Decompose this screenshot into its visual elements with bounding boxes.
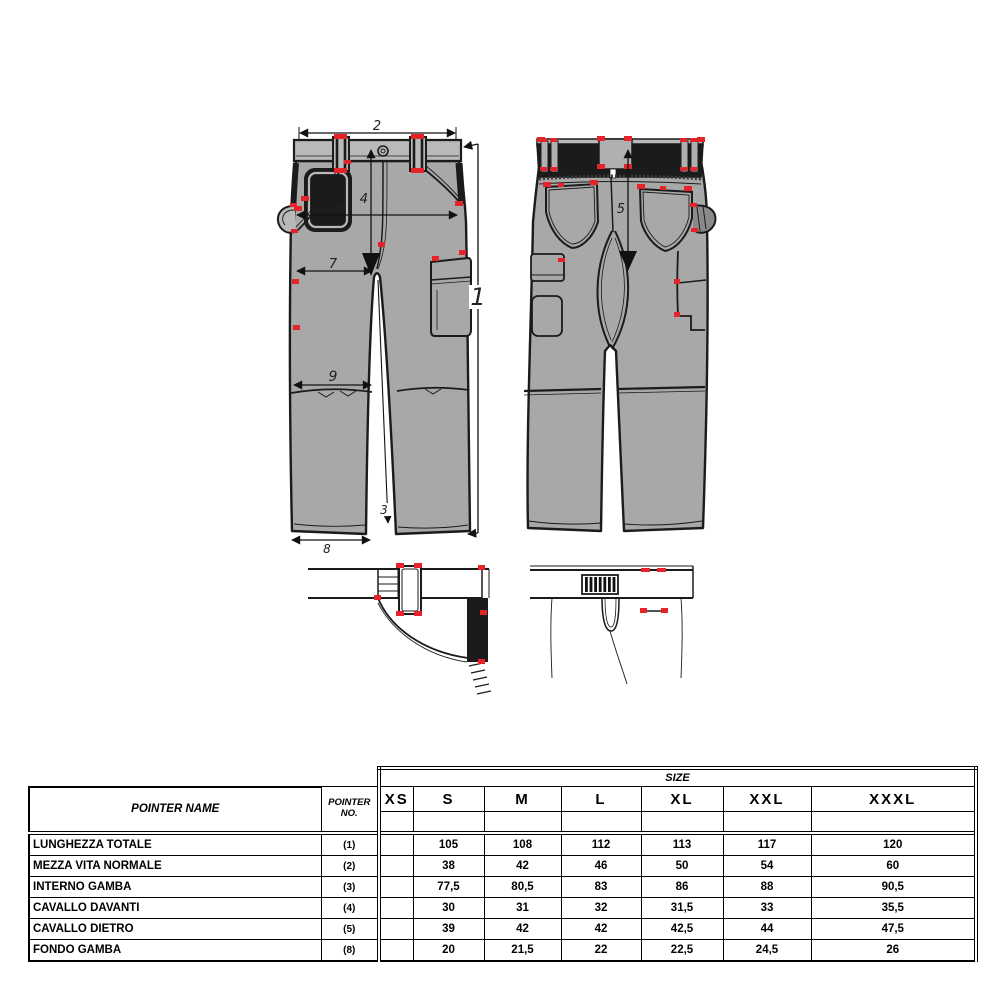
- pointer-name-cell: CAVALLO DAVANTI: [29, 898, 321, 919]
- pointer-label-3: 3: [380, 503, 388, 517]
- value-cell: 80,5: [484, 877, 561, 898]
- size-header-row: [29, 768, 976, 787]
- value-cell: 42: [561, 919, 641, 940]
- value-cell: 26: [811, 940, 976, 962]
- value-cell: 77,5: [413, 877, 484, 898]
- value-cell: 47,5: [811, 919, 976, 940]
- pointer-label-1: 1: [470, 283, 486, 311]
- value-cell: 120: [811, 833, 976, 856]
- table-row: [29, 898, 976, 919]
- value-cell: [379, 940, 413, 962]
- value-cell: 22: [561, 940, 641, 962]
- blank-cell: [379, 812, 413, 834]
- pointer-label-8: 8: [323, 542, 331, 556]
- table-row: [29, 833, 976, 856]
- value-cell: 31: [484, 898, 561, 919]
- blank-cell: [561, 812, 641, 834]
- value-cell: 108: [484, 833, 561, 856]
- size-table-container: [28, 766, 975, 962]
- pointer-no-cell: (4): [321, 898, 379, 919]
- size-col-m: M: [484, 787, 561, 812]
- pointer-label-4: 4: [359, 192, 368, 207]
- value-cell: 54: [723, 856, 811, 877]
- table-row: [29, 940, 976, 962]
- pointer-label-6: 6: [336, 201, 344, 215]
- value-cell: 112: [561, 833, 641, 856]
- value-cell: 22,5: [641, 940, 723, 962]
- value-cell: 20: [413, 940, 484, 962]
- size-col-s: S: [413, 787, 484, 812]
- detail-front-waistband: [308, 563, 491, 694]
- pointer-name-cell: MEZZA VITA NORMALE: [29, 856, 321, 877]
- value-cell: 31,5: [641, 898, 723, 919]
- pointer-name-cell: INTERNO GAMBA: [29, 877, 321, 898]
- pointer-no-cell: (2): [321, 856, 379, 877]
- value-cell: 86: [641, 877, 723, 898]
- value-cell: 38: [413, 856, 484, 877]
- value-cell: 42: [484, 856, 561, 877]
- table-row: [29, 877, 976, 898]
- pointer-no-cell: (8): [321, 940, 379, 962]
- front-pocket-window: [305, 169, 351, 231]
- value-cell: 42: [484, 919, 561, 940]
- value-cell: 90,5: [811, 877, 976, 898]
- table-row: [29, 856, 976, 877]
- value-cell: 50: [641, 856, 723, 877]
- blank-cell: [484, 812, 561, 834]
- blank-cell: [641, 812, 723, 834]
- value-cell: 21,5: [484, 940, 561, 962]
- pointer-name-cell: LUNGHEZZA TOTALE: [29, 833, 321, 856]
- detail-back-waistband: [530, 566, 693, 684]
- blank-cell: [723, 812, 811, 834]
- blank-cell: [811, 812, 976, 834]
- pointer-no-cell: (5): [321, 919, 379, 940]
- pointer-label-5: 5: [616, 202, 625, 217]
- pointer-no-cell: (3): [321, 877, 379, 898]
- table-corner-spacer: [29, 768, 379, 787]
- back-view: [524, 136, 715, 531]
- value-cell: [379, 919, 413, 940]
- value-cell: 60: [811, 856, 976, 877]
- blank-cell: [413, 812, 484, 834]
- pointer-no-cell: (1): [321, 833, 379, 856]
- value-cell: 88: [723, 877, 811, 898]
- value-cell: [379, 856, 413, 877]
- value-cell: 39: [413, 919, 484, 940]
- columns-row: [29, 787, 976, 812]
- pointer-name-cell: CAVALLO DIETRO: [29, 919, 321, 940]
- value-cell: 44: [723, 919, 811, 940]
- value-cell: 24,5: [723, 940, 811, 962]
- table-row: [29, 919, 976, 940]
- value-cell: 117: [723, 833, 811, 856]
- value-cell: [379, 877, 413, 898]
- value-cell: 33: [723, 898, 811, 919]
- pointer-label-7: 7: [328, 257, 338, 272]
- value-cell: 113: [641, 833, 723, 856]
- value-cell: 42,5: [641, 919, 723, 940]
- detail-back-bartack-marks: [640, 568, 668, 613]
- size-table-body: [29, 768, 976, 961]
- front-cargo-pocket: [431, 258, 471, 336]
- value-cell: 35,5: [811, 898, 976, 919]
- value-cell: 105: [413, 833, 484, 856]
- front-button: [378, 146, 388, 156]
- pointer-name-header: POINTER NAME: [29, 787, 321, 834]
- front-view: [278, 134, 471, 534]
- value-cell: 46: [561, 856, 641, 877]
- pointer-no-header: POINTER NO.: [321, 787, 379, 834]
- size-col-xxxl: XXXL: [811, 787, 976, 812]
- size-col-xl: XL: [641, 787, 723, 812]
- size-col-xxl: XXL: [723, 787, 811, 812]
- value-cell: 83: [561, 877, 641, 898]
- value-cell: [379, 833, 413, 856]
- pointer-label-9: 9: [328, 369, 338, 385]
- size-col-xs: XS: [379, 787, 413, 812]
- value-cell: [379, 898, 413, 919]
- size-col-l: L: [561, 787, 641, 812]
- pointer-label-2: 2: [372, 119, 382, 134]
- value-cell: 30: [413, 898, 484, 919]
- size-table: [28, 766, 978, 962]
- pointer-name-cell: FONDO GAMBA: [29, 940, 321, 962]
- value-cell: 32: [561, 898, 641, 919]
- size-header: SIZE: [379, 768, 976, 787]
